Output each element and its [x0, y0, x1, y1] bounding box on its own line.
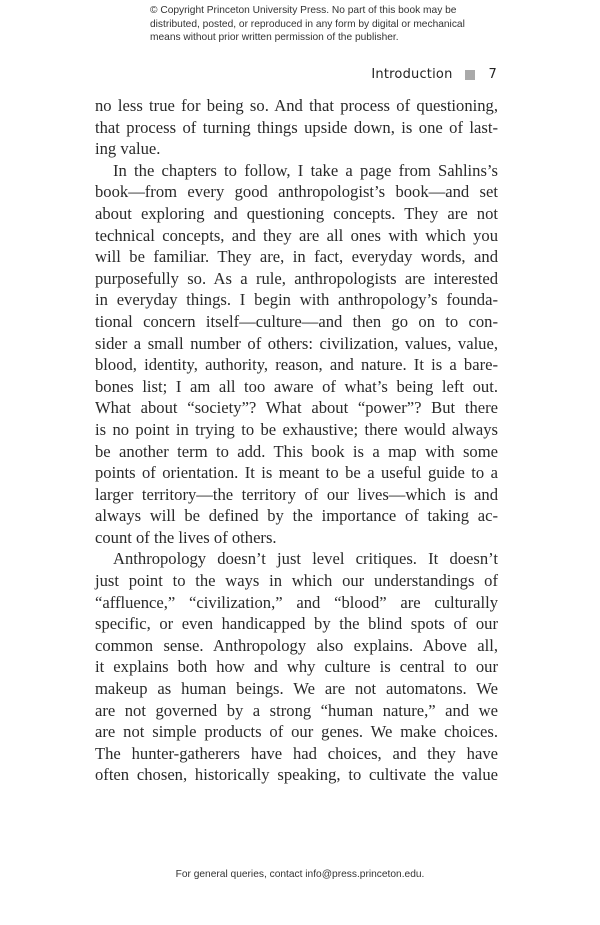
text-line: just point to the ways in which our understandings of: [95, 571, 498, 591]
text-line: “affluence,” “civilization,” and “blood” are culturally: [95, 592, 498, 612]
text-line: are not simple products of our genes. We make choices.: [95, 722, 498, 742]
copyright-line: © Copyright Princeton University Press. No part of this book may be: [150, 5, 457, 16]
copyright-line: distributed, posted, or reproduced in any form by digital or mechanical: [150, 18, 465, 30]
copyright-line: means without prior written permission of the publisher.: [150, 32, 399, 43]
text-line: it explains both how and why culture is central to our: [95, 657, 498, 677]
text-line: common sense. Anthropology also explains. Above all,: [95, 635, 498, 655]
text-line: bones list; I am all too aware of what’s being left out.: [95, 376, 498, 396]
text-line: book—from every good anthropologist’s book—and set: [95, 182, 498, 202]
text-line: tional concern itself—culture—and then go on to con-: [95, 311, 498, 331]
copyright-notice: [150, 4, 470, 45]
text-line: Anthropology doesn’t just level critiques. It doesn’t: [113, 549, 498, 569]
text-line: is no point in trying to be exhaustive; there would always: [95, 419, 498, 439]
footer-contact: For general queries, contact info@press.princeton.edu.: [175, 869, 425, 880]
text-line: about exploring and questioning concepts. They are not: [95, 203, 498, 223]
text-line: specific, or even handicapped by the blind spots of our: [95, 614, 498, 634]
text-line: will be familiar. They are, in fact, everyday words, and: [95, 247, 498, 267]
text-line: always will be defined by the importance of taking ac-: [95, 506, 498, 526]
text-line: The hunter-gatherers have had choices, and they have: [95, 743, 498, 763]
paragraph: [95, 95, 498, 160]
body-text: [95, 95, 498, 786]
square-separator-icon: [465, 70, 475, 80]
text-line: points of orientation. It is meant to be a useful guide to a: [95, 463, 498, 483]
text-line: blood, identity, authority, reason, and nature. It is a bare-: [95, 355, 498, 375]
text-line: in everyday things. I begin with anthropology’s founda-: [95, 290, 498, 310]
section-title: Introduction: [371, 67, 453, 82]
text-line: In the chapters to follow, I take a page from Sahlins’s: [113, 160, 498, 180]
page-number: 7: [488, 67, 497, 82]
text-line: often chosen, historically speaking, to cultivate the value: [95, 765, 498, 785]
text-line: sider a small number of others: civilization, values, value,: [95, 333, 498, 353]
text-line: that process of turning things upside down, is one of last-: [95, 117, 498, 137]
text-line: What about “society”? What about “power”? But there: [95, 398, 498, 418]
paragraph: [95, 548, 498, 786]
text-line: are not governed by a strong “human nature,” and we: [95, 700, 498, 720]
text-line: larger territory—the territory of our lives—which is and: [95, 484, 498, 504]
text-line: no less true for being so. And that process of questioning,: [95, 96, 498, 115]
text-line: be another term to add. This book is a map with some: [95, 441, 498, 461]
running-head: [371, 67, 497, 82]
text-line: ing value.: [95, 139, 161, 159]
text-line: makeup as human beings. We are not automatons. We: [95, 679, 498, 699]
text-line: technical concepts, and they are all ones with which you: [95, 225, 498, 245]
text-line: count of the lives of others.: [95, 527, 277, 547]
paragraph: [95, 160, 498, 549]
text-line: purposefully so. As a rule, anthropologists are interested: [95, 268, 498, 288]
